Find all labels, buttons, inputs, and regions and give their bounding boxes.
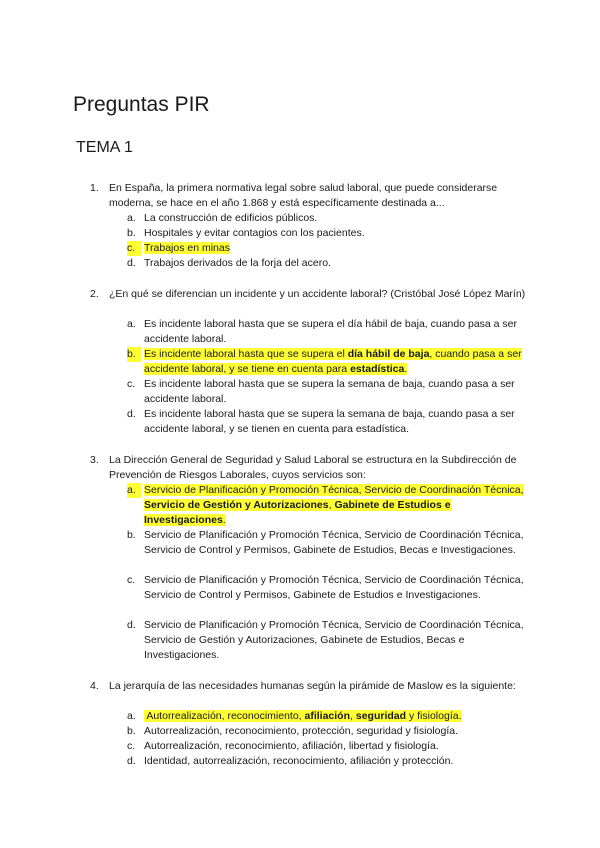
- option-letter: d.: [127, 619, 136, 631]
- option-letter: c.: [127, 241, 141, 256]
- option-letter: b.: [127, 529, 136, 541]
- option-text: Es incidente laboral hasta que se supera el día hábil de baja, cuando pasa a ser accidente laboral.: [144, 318, 518, 346]
- option-text: Es incidente laboral hasta que se supera la semana de baja, cuando pasa a ser accidente laboral.: [144, 378, 515, 406]
- option-text-highlighted: Trabajos en minas: [144, 242, 230, 254]
- question-text: La Dirección General de Seguridad y Salud Laboral se estructura en la Subdirección de Prevención de Riesgos Laborales, cuyos servicios son:: [109, 454, 517, 482]
- option-letter: c.: [127, 378, 136, 390]
- bold-answer-term: seguridad: [355, 710, 407, 722]
- option-text-highlighted: Autorrealización, reconocimiento, afiliación, seguridad y fisiología.: [144, 710, 462, 722]
- bold-answer-term: Gabinete de Estudios e Investigaciones: [144, 499, 451, 527]
- option-letter: d.: [127, 257, 136, 269]
- question-text: La jerarquía de las necesidades humanas según la pirámide de Maslow es la siguiente:: [109, 680, 516, 692]
- option-letter: a.: [127, 212, 136, 224]
- option-letter: a.: [127, 710, 136, 722]
- option-letter: a.: [127, 483, 141, 498]
- question-text: ¿En qué se diferencian un incidente y un accidente laboral? (Cristóbal José López Marín): [109, 288, 526, 300]
- option-text-highlighted: Es incidente laboral hasta que se supera el día hábil de baja, cuando pasa a ser accidente laboral, y se tiene en cuenta para estadística.: [144, 348, 522, 376]
- question-text: En España, la primera normativa legal sobre salud laboral, que puede considerarse moderna, se hace en el año 1.868 y está específicamente destinada a...: [109, 182, 498, 210]
- option-text: Servicio de Planificación y Promoción Técnica, Servicio de Coordinación Técnica, Servicio de Control y Permisos, Gabinete de Estudios, Becas e Investigaciones.: [144, 529, 524, 557]
- page-title: Preguntas PIR: [73, 93, 210, 116]
- option-text: Identidad, autorrealización, reconocimiento, afiliación y protección.: [144, 755, 454, 767]
- option-text: La construcción de edificios públicos.: [144, 212, 318, 224]
- option-text: Servicio de Planificación y Promoción Técnica, Servicio de Coordinación Técnica, Servicio de Control y Permisos, Gabinete de Estudios e Investigaciones.: [144, 574, 524, 602]
- bold-answer-term: Servicio de Gestión y Autorizaciones: [144, 499, 329, 512]
- question-number: 2.: [90, 288, 99, 300]
- option-letter: c.: [127, 740, 136, 752]
- option-text-highlighted: Servicio de Planificación y Promoción Técnica, Servicio de Coordinación Técnica, Servicio de Gestión y Autorizaciones, Gabinete de Estudios e Investigaciones.: [144, 484, 524, 527]
- option-text: Autorrealización, reconocimiento, protección, seguridad y fisiología.: [144, 725, 459, 737]
- section-heading: TEMA 1: [76, 139, 133, 156]
- option-letter: b.: [127, 227, 136, 239]
- option-text: Trabajos derivados de la forja del acero.: [144, 257, 331, 269]
- option-text: Autorrealización, reconocimiento, afiliación, libertad y fisiología.: [144, 740, 439, 752]
- option-letter: a.: [127, 318, 136, 330]
- option-text: Hospitales y evitar contagios con los pacientes.: [144, 227, 365, 239]
- question-number: 1.: [90, 182, 99, 194]
- option-letter: c.: [127, 574, 136, 586]
- bold-answer-term: día hábil de baja: [347, 348, 430, 360]
- bold-answer-term: afiliación: [304, 710, 351, 722]
- option-text: Servicio de Planificación y Promoción Técnica, Servicio de Coordinación Técnica, Servicio de Gestión y Autorizaciones, Gabinete de Estudios, Becas e Investigaciones.: [144, 619, 524, 662]
- option-letter: b.: [127, 725, 136, 737]
- question-number: 3.: [90, 454, 99, 466]
- option-text: Es incidente laboral hasta que se supera la semana de baja, cuando pasa a ser accidente laboral, y se tienen en cuenta para estadística.: [144, 408, 515, 436]
- option-letter: d.: [127, 755, 136, 767]
- bold-answer-term: estadística: [350, 363, 405, 376]
- option-letter: d.: [127, 408, 136, 420]
- option-letter: b.: [127, 347, 141, 362]
- question-number: 4.: [90, 680, 99, 692]
